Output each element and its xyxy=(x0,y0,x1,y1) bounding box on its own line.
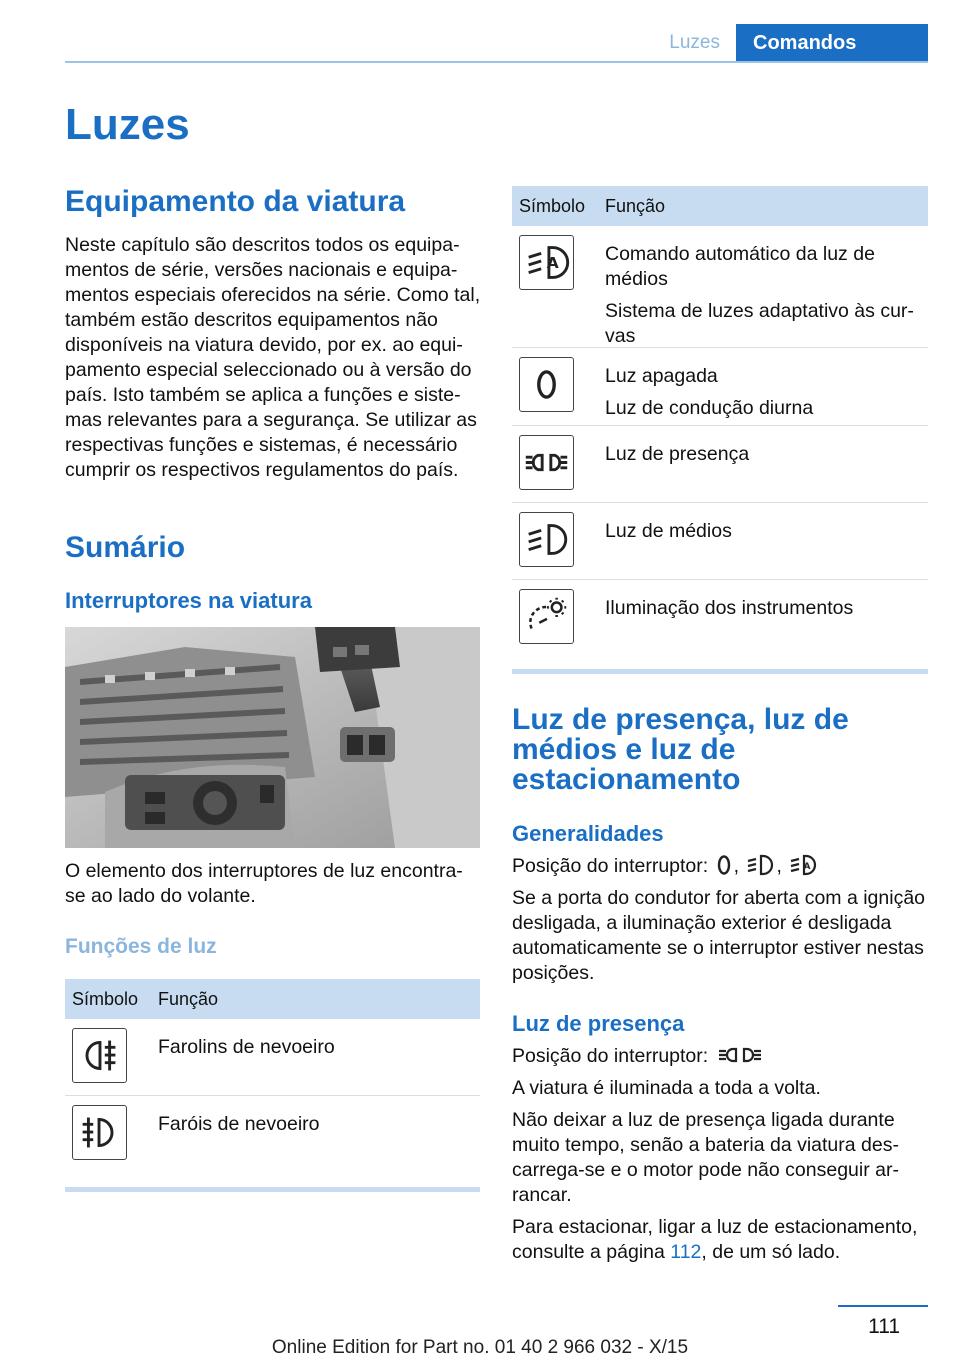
lights-off-icon xyxy=(716,854,732,883)
switch-pos-label: Posição do interruptor: xyxy=(512,1045,709,1067)
svg-text:A: A xyxy=(803,862,811,872)
row-function-text: Luz de presença xyxy=(605,443,750,465)
equip-heading: Equipamento da viatura xyxy=(65,185,406,218)
instrument-lighting-icon xyxy=(519,589,574,644)
switch-positions-line: Posição do interruptor: , , A xyxy=(512,854,930,883)
table-row xyxy=(512,226,928,348)
header-rule xyxy=(65,61,928,63)
table-row xyxy=(512,503,928,580)
row-function-text: Farolins de nevoeiro xyxy=(158,1036,335,1058)
svg-text:A: A xyxy=(546,253,559,272)
table-end-rule xyxy=(512,669,928,674)
page-title: Luzes xyxy=(65,100,190,149)
light-switch-photo xyxy=(65,627,480,848)
parking-light-icon xyxy=(519,435,574,490)
photo-caption: O elemento dos interruptores de luz encontra-se ao lado do volante. xyxy=(65,860,463,907)
table-row xyxy=(512,426,928,503)
table-header xyxy=(65,979,480,1019)
low-beam-icon xyxy=(519,512,574,567)
col-function-header: Função xyxy=(605,196,666,216)
switch-pos-label: Posição do interruptor: xyxy=(512,855,709,877)
front-fog-light-icon xyxy=(72,1105,127,1160)
switches-heading: Interruptores na viatura xyxy=(65,588,312,613)
functions-heading: Funções de luz xyxy=(65,935,217,958)
page-link-112[interactable]: 112 xyxy=(670,1241,702,1263)
row-function-text: Faróis de nevoeiro xyxy=(158,1113,320,1135)
row-function-text: Luz de condução diurna xyxy=(605,397,814,419)
low-beam-icon xyxy=(746,854,774,883)
table-header xyxy=(512,186,928,226)
col-function-header: Função xyxy=(158,989,219,1009)
col-symbol-header: Símbolo xyxy=(72,989,139,1009)
row-function-text: Luz apagada xyxy=(605,365,718,387)
auto-headlight-icon xyxy=(789,854,817,883)
table-row xyxy=(65,1096,480,1172)
summary-heading: Sumário xyxy=(65,531,186,564)
row-function-text: Sistema de luzes adaptativo às curvas xyxy=(605,300,914,347)
header-section: Luzes xyxy=(669,32,720,53)
general-text: Se a porta do condutor for aberta com a ignição desligada, a iluminação exterior é desligada automaticamente se o interruptor estiver nestas posições. xyxy=(512,887,926,984)
parking-text-3-start: Para estacionar, ligar a luz de estacionamento, consulte a página xyxy=(512,1216,918,1263)
table-row xyxy=(65,1019,480,1096)
page-number: 111 xyxy=(868,1315,900,1338)
section-heading: Luz de presença, luz de médios e luz de estacionamento xyxy=(512,703,849,796)
parking-switch-line xyxy=(512,1044,930,1073)
table-end-rule xyxy=(65,1187,480,1192)
table-row xyxy=(512,580,928,656)
row-function-text: Luz de médios xyxy=(605,520,732,542)
parking-light-icon xyxy=(716,1044,764,1073)
parking-text-1: A viatura é iluminada a toda a volta. xyxy=(512,1077,821,1099)
equip-text: Neste capítulo são descritos todos os equipamentos de série, versões nacionais e equipamentos especiais oferecidos na série. Como tal, também estão descritos equipamentos não disponíveis na viatura devido, por ex. ao equipamento especial seleccionado ou à versão do país. Isto também se aplica a funções e sistemas relevantes para a segurança. Se utilizar as respectivas funções e sistemas, é necessário cumprir os respectivos regulamentos do país. xyxy=(65,234,481,481)
parking-heading: Luz de presença xyxy=(512,1011,685,1036)
footer-rule xyxy=(838,1305,928,1307)
switch-positions-table xyxy=(512,186,928,674)
row-function-text: Comando automático da luz de médios xyxy=(605,243,875,290)
parking-text-2: Não deixar a luz de presença ligada durante muito tempo, senão a bateria da viatura descarrega-se e o motor pode não conseguir arrancar. xyxy=(512,1109,899,1206)
general-heading: Generalidades xyxy=(512,821,664,846)
lights-off-icon xyxy=(519,357,574,412)
table-row xyxy=(512,348,928,426)
parking-text-3 xyxy=(512,1215,930,1265)
auto-headlight-icon xyxy=(519,235,574,290)
parking-text-3-end: , de um só lado. xyxy=(701,1241,841,1263)
header-chapter-tab: Comandos xyxy=(736,24,928,63)
light-functions-table xyxy=(65,979,480,1192)
row-function-text: Iluminação dos instrumentos xyxy=(605,597,854,619)
col-symbol-header: Símbolo xyxy=(519,196,586,216)
rear-fog-light-icon xyxy=(72,1028,127,1083)
edition-footer: Online Edition for Part no. 01 40 2 966 032 - X/15 xyxy=(271,1337,689,1358)
